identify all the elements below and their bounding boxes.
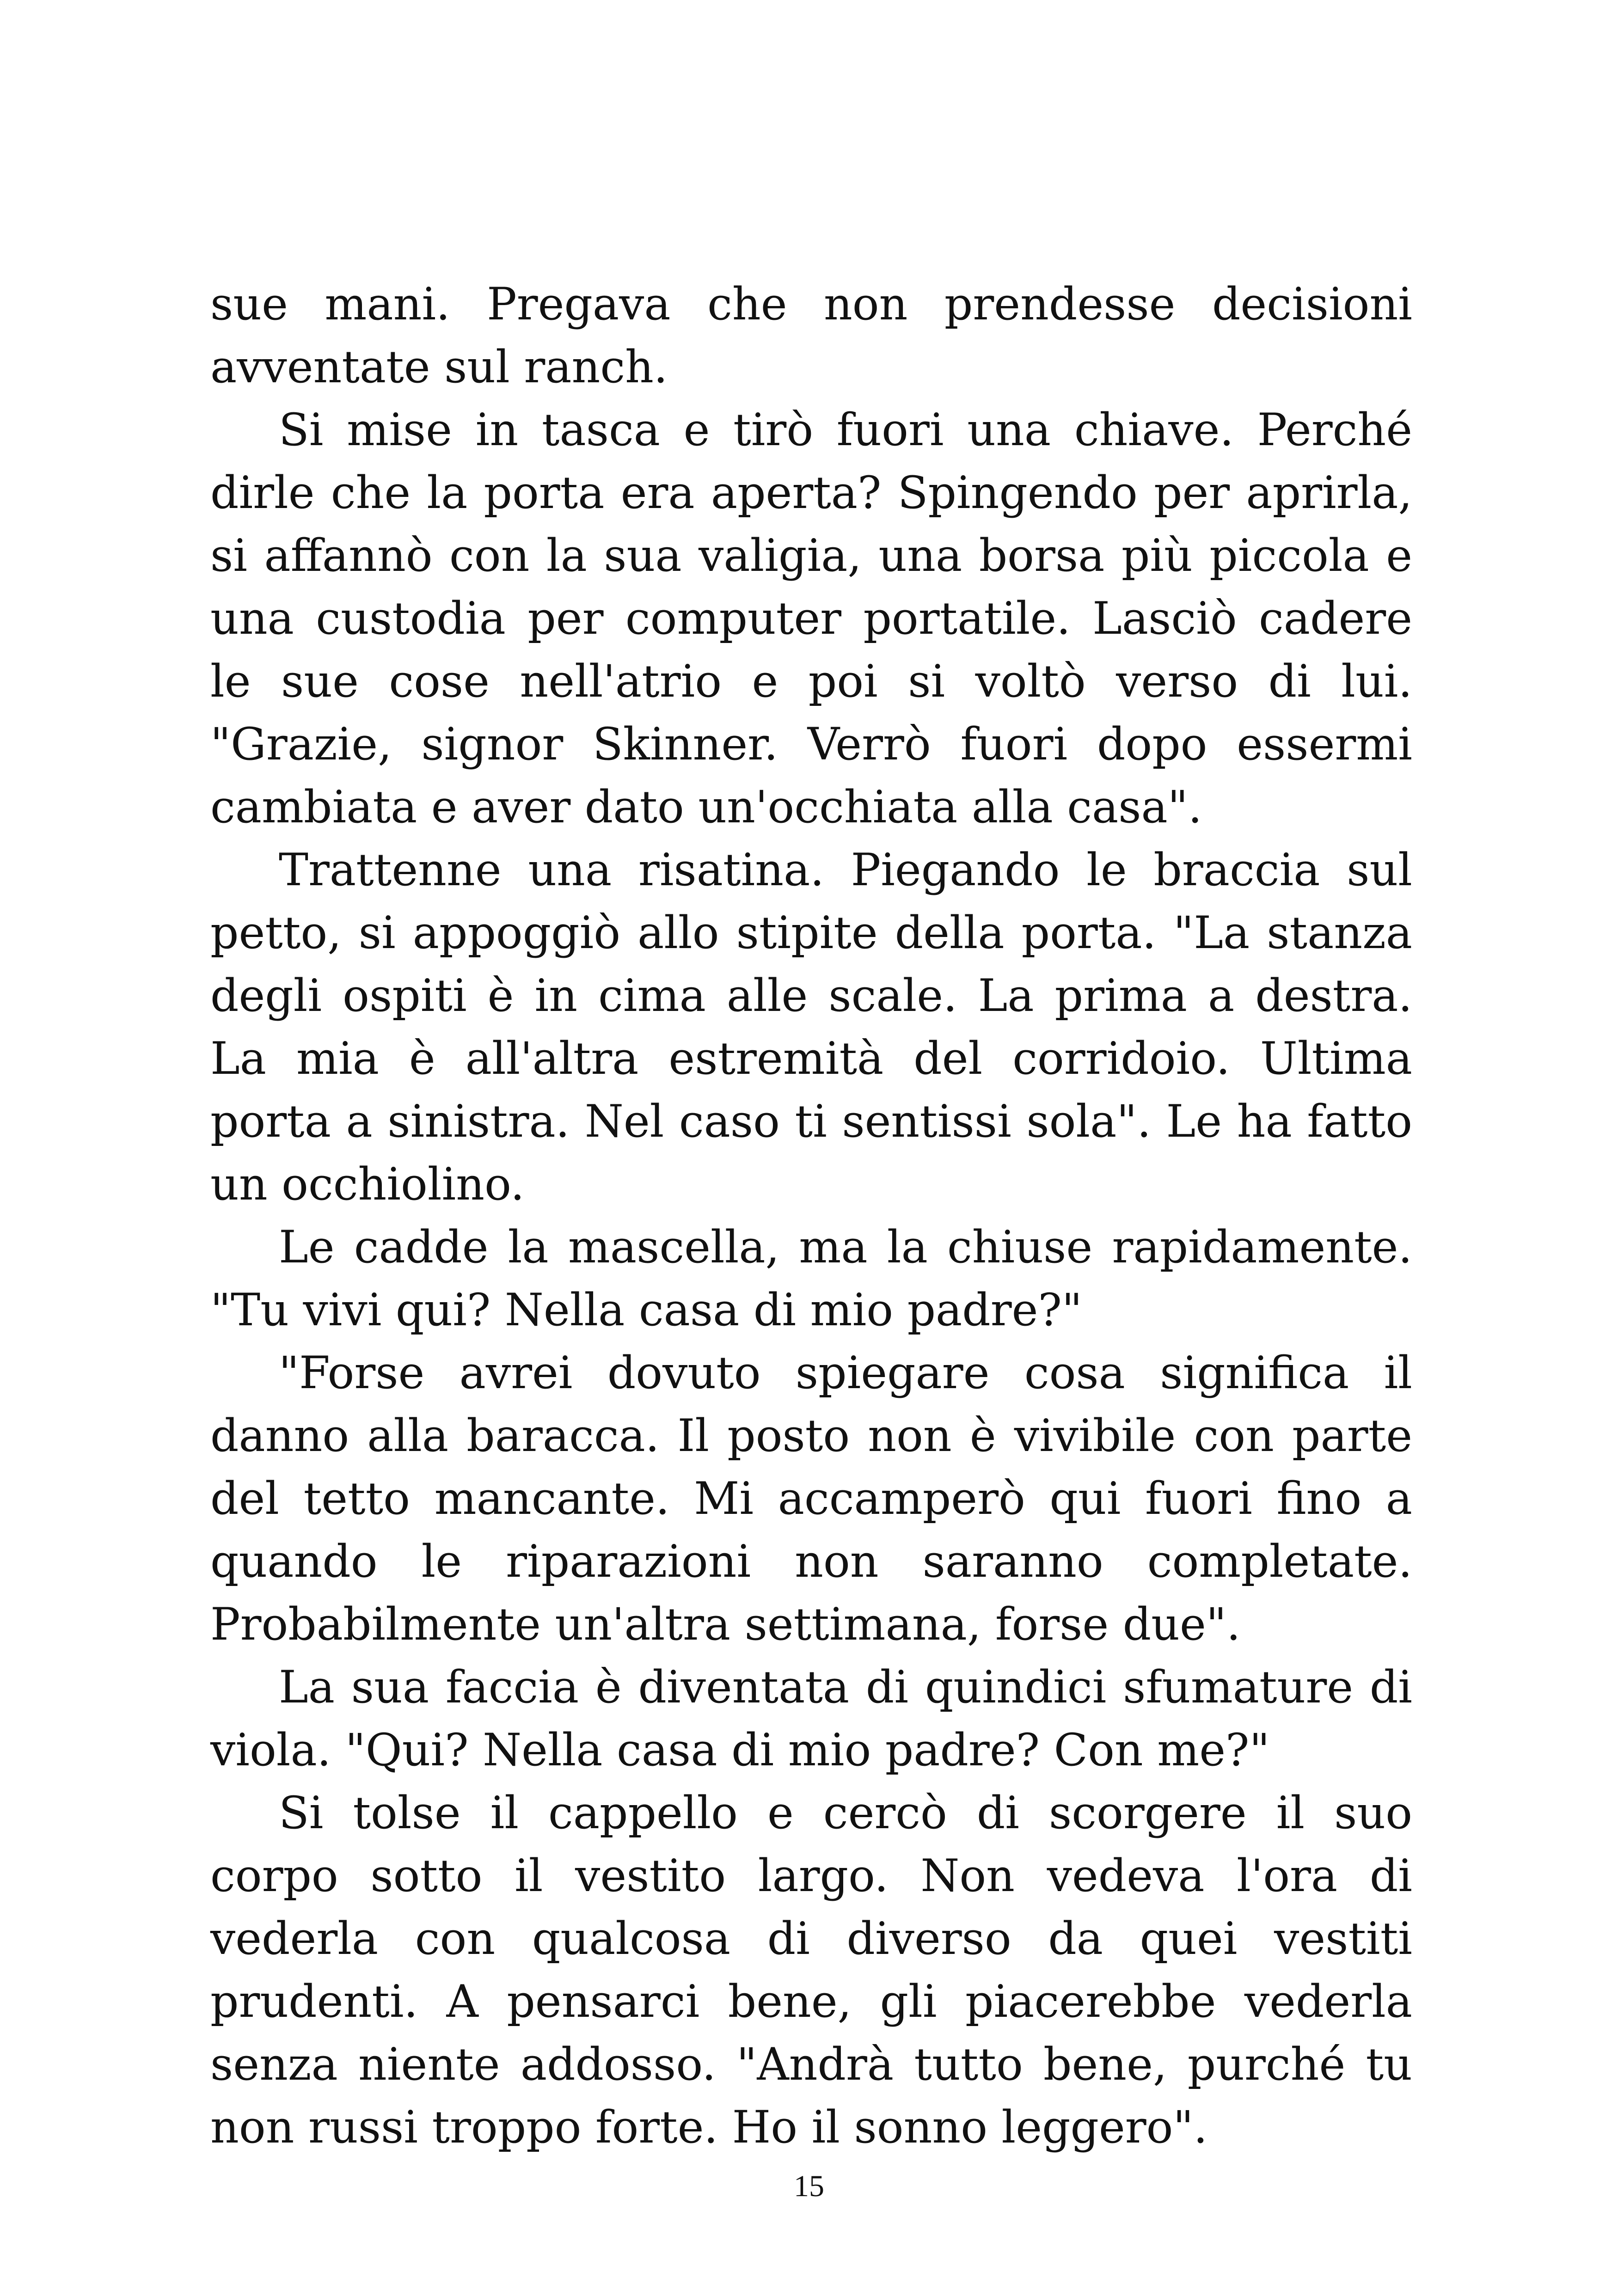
paragraph: Le cadde la mascella, ma la chiuse rapidamente. "Tu vivi qui? Nella casa di mio padre?" [210,1221,1412,1336]
page-number: 15 [794,2169,824,2203]
body-text [210,273,1412,2159]
paragraph-continuation: sue mani. Pregava che non prendesse decisioni avventate sul ranch. [210,278,1412,393]
paragraph: Si mise in tasca e tirò fuori una chiave. Perché dirle che la porta era aperta? Spingendo per aprirla, si affannò con la sua valigia, una borsa più piccola e una custodia per computer portatile. Lasciò cadere le sue cose nell'atrio e poi si voltò verso di lui. "Grazie, signor Skinner. Verrò fuori dopo essermi cambiata e aver dato un'occhiata alla casa". [210,404,1412,833]
paragraph: "Forse avrei dovuto spiegare cosa significa il danno alla baracca. Il posto non è vivibile con parte del tetto mancante. Mi accamperò qui fuori fino a quando le riparazioni non saranno completate. Probabilmente un'altra settimana, forse due". [210,1347,1412,1650]
paragraph: Si tolse il cappello e cercò di scorgere il suo corpo sotto il vestito largo. Non vedeva l'ora di vederla con qualcosa di diverso da quei vestiti prudenti. A pensarci bene, gli piacerebbe vederla senza niente addosso. "Andrà tutto bene, purché tu non russi troppo forte. Ho il sonno leggero". [210,1787,1412,2153]
paragraph: La sua faccia è diventata di quindici sfumature di viola. "Qui? Nella casa di mio padre? Con me?" [210,1661,1412,1776]
paragraph: Trattenne una risatina. Piegando le braccia sul petto, si appoggiò allo stipite della porta. "La stanza degli ospiti è in cima alle scale. La prima a destra. La mia è all'altra estremità del corridoio. Ultima porta a sinistra. Nel caso ti sentissi sola". Le ha fatto un occhiolino. [210,844,1412,1210]
